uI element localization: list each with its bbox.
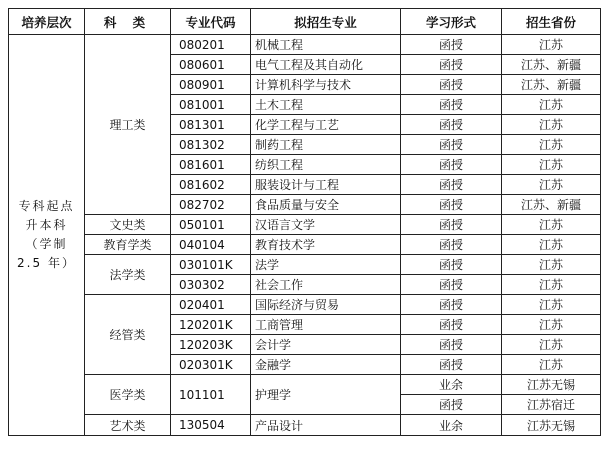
table-row	[9, 375, 601, 395]
study-mode-cell: 函授	[401, 195, 502, 215]
province-cell: 江苏	[502, 215, 601, 235]
category-cell: 法学类	[85, 255, 171, 295]
education-level-cell: 专科起点升本科（学制 2.5 年）	[9, 35, 85, 436]
major-code-cell: 030101K	[171, 255, 251, 275]
major-name-cell: 食品质量与安全	[251, 195, 401, 215]
study-mode-cell: 函授	[401, 135, 502, 155]
major-code-cell: 081302	[171, 135, 251, 155]
major-code-cell: 082702	[171, 195, 251, 215]
header-province: 招生省份	[502, 9, 601, 35]
province-cell: 江苏、新疆	[502, 195, 601, 215]
header-category: 科 类	[85, 9, 171, 35]
major-name-cell: 纺织工程	[251, 155, 401, 175]
header-row	[9, 9, 601, 35]
major-name-cell: 土木工程	[251, 95, 401, 115]
study-mode-cell: 函授	[401, 315, 502, 335]
header-study-mode: 学习形式	[401, 9, 502, 35]
province-cell: 江苏	[502, 275, 601, 295]
major-code-cell: 081001	[171, 95, 251, 115]
study-mode-cell: 函授	[401, 155, 502, 175]
major-code-cell: 020401	[171, 295, 251, 315]
province-cell: 江苏	[502, 255, 601, 275]
province-cell: 江苏	[502, 155, 601, 175]
major-name-cell: 教育技术学	[251, 235, 401, 255]
study-mode-cell: 业余	[401, 415, 502, 436]
major-code-cell: 020301K	[171, 355, 251, 375]
study-mode-cell: 函授	[401, 235, 502, 255]
major-name-cell: 机械工程	[251, 35, 401, 55]
province-cell: 江苏	[502, 355, 601, 375]
major-name-cell: 社会工作	[251, 275, 401, 295]
province-cell: 江苏	[502, 35, 601, 55]
table-row	[9, 255, 601, 275]
major-code-cell: 120203K	[171, 335, 251, 355]
major-name-cell: 化学工程与工艺	[251, 115, 401, 135]
header-major: 拟招生专业	[251, 9, 401, 35]
major-name-cell: 会计学	[251, 335, 401, 355]
table-row	[9, 235, 601, 255]
major-code-cell: 081602	[171, 175, 251, 195]
category-cell: 理工类	[85, 35, 171, 215]
study-mode-cell: 函授	[401, 255, 502, 275]
category-cell: 文史类	[85, 215, 171, 235]
province-cell: 江苏	[502, 335, 601, 355]
province-cell: 江苏无锡	[502, 375, 601, 395]
category-cell: 经管类	[85, 295, 171, 375]
major-name-cell: 产品设计	[251, 415, 401, 436]
major-name-cell: 汉语言文学	[251, 215, 401, 235]
study-mode-cell: 函授	[401, 355, 502, 375]
table-row	[9, 295, 601, 315]
study-mode-cell: 函授	[401, 55, 502, 75]
major-code-cell: 080601	[171, 55, 251, 75]
major-code-cell: 080901	[171, 75, 251, 95]
header-level: 培养层次	[9, 9, 85, 35]
major-code-cell: 101101	[171, 375, 251, 415]
province-cell: 江苏	[502, 175, 601, 195]
major-name-cell: 护理学	[251, 375, 401, 415]
major-name-cell: 服装设计与工程	[251, 175, 401, 195]
study-mode-cell: 函授	[401, 95, 502, 115]
major-code-cell: 130504	[171, 415, 251, 436]
province-cell: 江苏	[502, 95, 601, 115]
major-name-cell: 国际经济与贸易	[251, 295, 401, 315]
enrollment-table-container	[8, 8, 601, 436]
province-cell: 江苏	[502, 315, 601, 335]
major-code-cell: 081301	[171, 115, 251, 135]
major-code-cell: 120201K	[171, 315, 251, 335]
category-cell: 教育学类	[85, 235, 171, 255]
study-mode-cell: 函授	[401, 175, 502, 195]
study-mode-cell: 函授	[401, 215, 502, 235]
province-cell: 江苏无锡	[502, 415, 601, 436]
province-cell: 江苏	[502, 135, 601, 155]
study-mode-cell: 函授	[401, 395, 502, 415]
major-name-cell: 计算机科学与技术	[251, 75, 401, 95]
province-cell: 江苏	[502, 235, 601, 255]
study-mode-cell: 函授	[401, 35, 502, 55]
study-mode-cell: 函授	[401, 295, 502, 315]
province-cell: 江苏	[502, 295, 601, 315]
header-code: 专业代码	[171, 9, 251, 35]
table-row	[9, 215, 601, 235]
province-cell: 江苏、新疆	[502, 55, 601, 75]
study-mode-cell: 函授	[401, 335, 502, 355]
study-mode-cell: 函授	[401, 115, 502, 135]
major-name-cell: 金融学	[251, 355, 401, 375]
major-code-cell: 081601	[171, 155, 251, 175]
major-name-cell: 制药工程	[251, 135, 401, 155]
study-mode-cell: 函授	[401, 75, 502, 95]
study-mode-cell: 函授	[401, 275, 502, 295]
enrollment-table	[8, 8, 601, 436]
major-name-cell: 工商管理	[251, 315, 401, 335]
table-row	[9, 35, 601, 55]
major-code-cell: 050101	[171, 215, 251, 235]
major-name-cell: 法学	[251, 255, 401, 275]
province-cell: 江苏、新疆	[502, 75, 601, 95]
major-code-cell: 030302	[171, 275, 251, 295]
major-code-cell: 040104	[171, 235, 251, 255]
province-cell: 江苏	[502, 115, 601, 135]
table-row	[9, 415, 601, 436]
province-cell: 江苏宿迁	[502, 395, 601, 415]
major-name-cell: 电气工程及其自动化	[251, 55, 401, 75]
category-cell: 医学类	[85, 375, 171, 415]
category-cell: 艺术类	[85, 415, 171, 436]
major-code-cell: 080201	[171, 35, 251, 55]
study-mode-cell: 业余	[401, 375, 502, 395]
